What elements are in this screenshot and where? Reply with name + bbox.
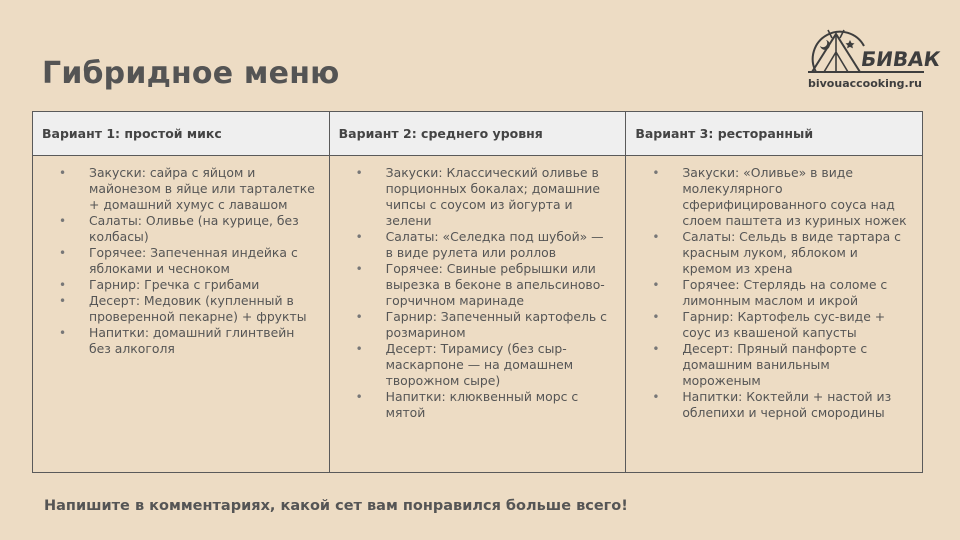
logo-wordmark: БИВАК (859, 47, 942, 71)
variant-2-cell (329, 156, 626, 473)
brand-logo[interactable] (804, 24, 942, 96)
page-title: Гибридное меню (42, 56, 340, 91)
list-item: • Салаты: «Селедка под шубой» — в виде рулета или роллов (356, 229, 614, 261)
list-item: • Салаты: Оливье (на курице, без колбасы) (59, 213, 317, 245)
list-item: • Гарнир: Гречка с грибами (59, 277, 317, 293)
list-item: • Гарнир: Картофель сус-виде + соус из квашеной капусты (652, 309, 910, 341)
list-item: • Десерт: Медовик (купленный в проверенной пекарне) + фрукты (59, 293, 317, 325)
list-item: • Десерт: Тирамису (без сыр-маскарпоне — на домашнем творожном сыре) (356, 341, 614, 389)
menu-comparison-table (32, 111, 923, 473)
list-item: • Напитки: домашний глинтвейн без алкоголя (59, 325, 317, 357)
list-item: • Напитки: клюквенный морс с мятой (356, 389, 614, 421)
list-item: • Горячее: Свиные ребрышки или вырезка в беконе в апельсиново-горчичном маринаде (356, 261, 614, 309)
variant-1-list (59, 165, 317, 357)
list-item: • Закуски: Классический оливье в порционных бокалах; домашние чипсы с соусом из йогурта и зелени (356, 165, 614, 229)
logo-site-url[interactable]: bivouaccooking.ru (807, 77, 922, 90)
variant-3-list (652, 165, 910, 421)
list-item: • Горячее: Запеченная индейка с яблоками и чесноком (59, 245, 317, 277)
variant-3-cell (626, 156, 923, 473)
column-header-variant-1: Вариант 1: простой микс (33, 112, 330, 156)
list-item: • Салаты: Сельдь в виде тартара с красным луком, яблоком и кремом из хрена (652, 229, 910, 277)
footer-call-to-action: Напишите в комментариях, какой сет вам понравился больше всего! (44, 498, 628, 514)
list-item: • Закуски: «Оливье» в виде молекулярного сферифицированного соуса над слоем паштета из куриных ножек (652, 165, 910, 229)
column-header-variant-2: Вариант 2: среднего уровня (329, 112, 626, 156)
tent-emblem-icon (806, 24, 942, 76)
table-row (33, 156, 923, 473)
list-item: • Десерт: Пряный панфорте с домашним ванильным мороженым (652, 341, 910, 389)
list-item: • Напитки: Коктейли + настой из облепихи и черной смородины (652, 389, 910, 421)
variant-1-cell (33, 156, 330, 473)
list-item: • Горячее: Стерлядь на соломе с лимонным маслом и икрой (652, 277, 910, 309)
column-header-variant-3: Вариант 3: ресторанный (626, 112, 923, 156)
variant-2-list (356, 165, 614, 421)
list-item: • Гарнир: Запеченный картофель с розмарином (356, 309, 614, 341)
table-header-row (33, 112, 923, 156)
list-item: • Закуски: сайра с яйцом и майонезом в яйце или тарталетке + домашний хумус с лавашом (59, 165, 317, 213)
